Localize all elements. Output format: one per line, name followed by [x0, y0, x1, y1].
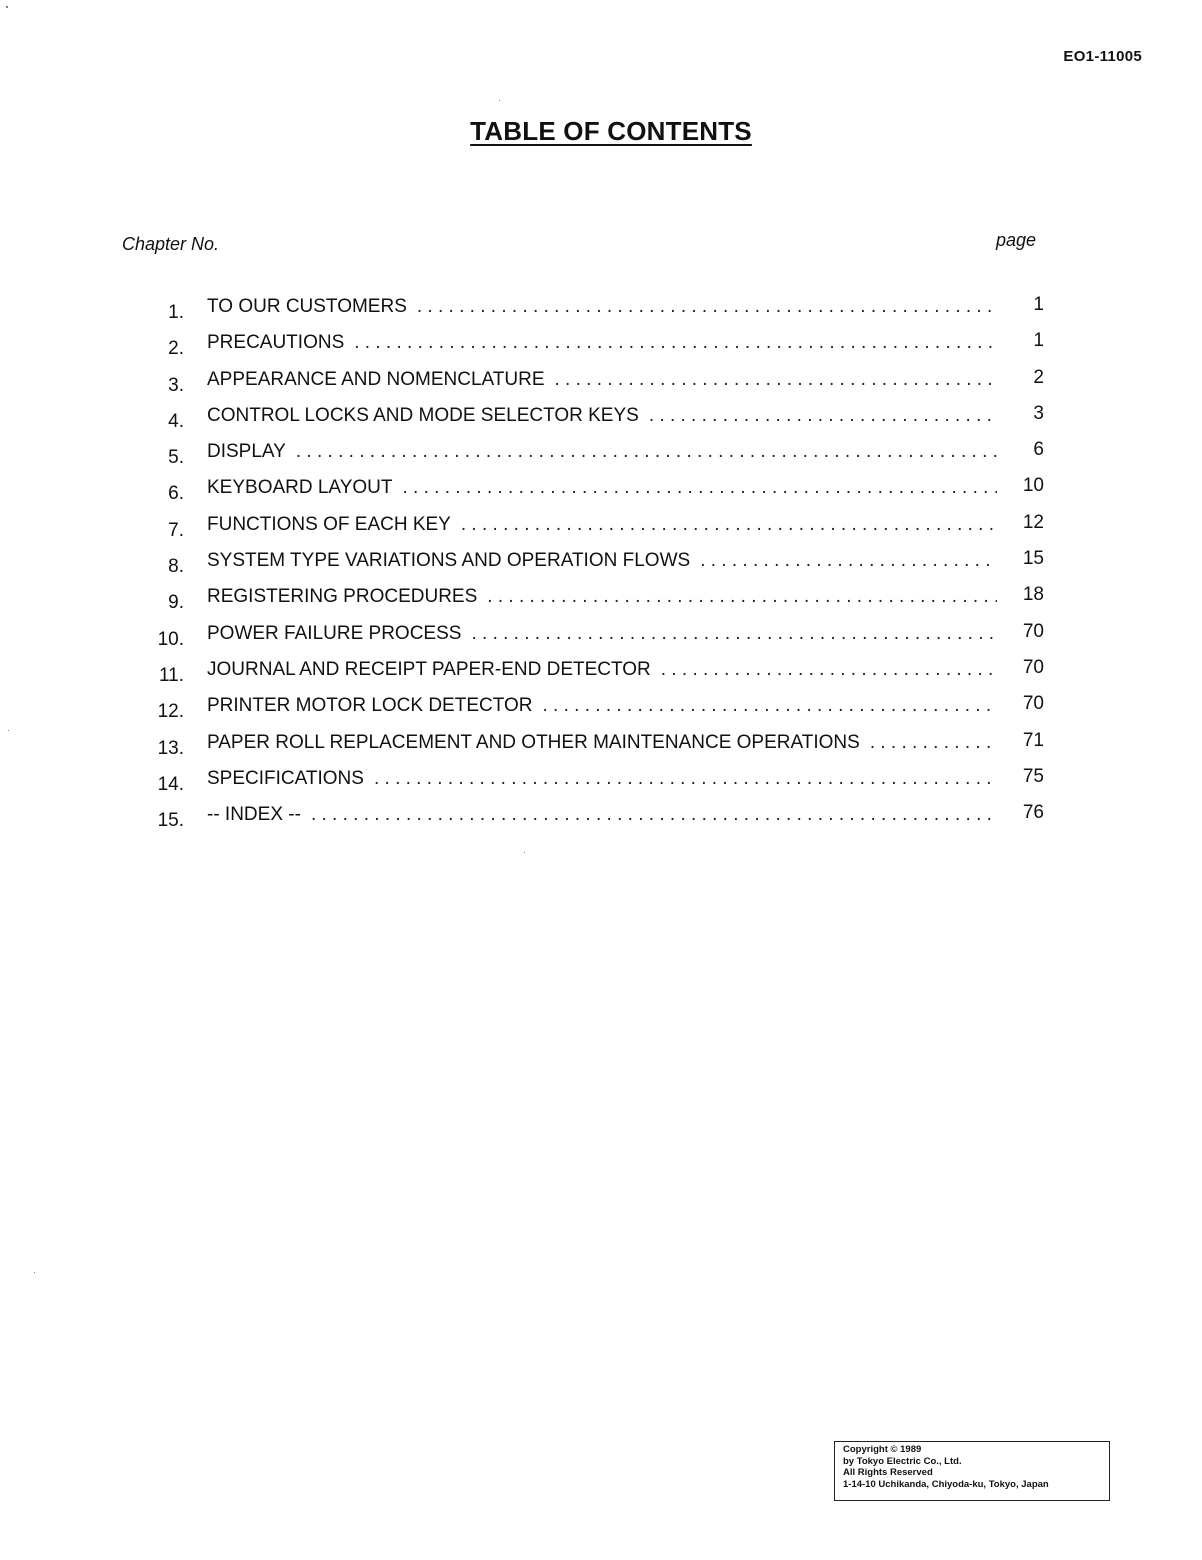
- toc-page-number: 71: [1022, 729, 1044, 751]
- toc-chapter-number: 3.: [168, 374, 184, 396]
- toc-entry: [140, 728, 1060, 764]
- toc-page-number: 2: [1033, 366, 1044, 388]
- dot-leader: [402, 477, 997, 499]
- toc-chapter-number: 14.: [157, 773, 184, 795]
- dot-leader: [417, 296, 997, 318]
- toc-list: [140, 292, 1060, 836]
- toc-entry: [140, 546, 1060, 582]
- toc-chapter-number: 6.: [168, 483, 184, 505]
- scan-speck: [6, 6, 8, 8]
- toc-entry: [140, 582, 1060, 618]
- toc-entry: [140, 365, 1060, 401]
- scan-speck: [34, 1272, 35, 1273]
- toc-page-number: 70: [1022, 656, 1044, 678]
- toc-entry: [140, 691, 1060, 727]
- copyright-box: [834, 1441, 1110, 1501]
- toc-entry: [140, 764, 1060, 800]
- toc-entry: [140, 473, 1060, 509]
- toc-entry-body: [207, 623, 997, 645]
- toc-chapter-title: FUNCTIONS OF EACH KEY: [207, 513, 451, 535]
- dot-leader: [870, 732, 997, 754]
- toc-page-number: 1: [1033, 330, 1044, 352]
- dot-leader: [354, 332, 997, 354]
- chapter-column-heading: Chapter No.: [122, 234, 220, 254]
- page-title: TABLE OF CONTENTS: [470, 116, 752, 146]
- toc-chapter-title: PAPER ROLL REPLACEMENT AND OTHER MAINTENANCE OPERATIONS: [207, 731, 860, 753]
- dot-leader: [461, 514, 997, 536]
- toc-entry-body: [207, 732, 997, 754]
- toc-page-number: 76: [1022, 802, 1044, 824]
- toc-chapter-number: 15.: [157, 810, 184, 832]
- scan-speck: [524, 852, 525, 853]
- dot-leader: [700, 550, 997, 572]
- toc-page-number: 1: [1033, 294, 1044, 315]
- toc-chapter-title: KEYBOARD LAYOUT: [207, 477, 393, 499]
- toc-entry: [140, 655, 1060, 691]
- toc-chapter-number: 1.: [168, 302, 184, 323]
- toc-chapter-number: 4.: [168, 410, 184, 432]
- toc-chapter-title: -- INDEX --: [207, 804, 301, 826]
- dot-leader: [555, 369, 998, 391]
- dot-leader: [661, 659, 997, 681]
- toc-entry-body: [207, 332, 997, 354]
- toc-chapter-number: 12.: [157, 701, 184, 723]
- toc-entry-body: [207, 804, 997, 826]
- toc-entry-body: [207, 369, 997, 391]
- copyright-line: 1-14-10 Uchikanda, Chiyoda-ku, Tokyo, Japan: [843, 1478, 1049, 1490]
- toc-entry: [140, 619, 1060, 655]
- toc-chapter-number: 7.: [168, 519, 184, 541]
- toc-entry-body: [207, 296, 997, 318]
- toc-chapter-title: SYSTEM TYPE VARIATIONS AND OPERATION FLOWS: [207, 550, 691, 572]
- toc-chapter-title: SPECIFICATIONS: [207, 767, 364, 789]
- toc-chapter-number: 5.: [168, 447, 184, 469]
- toc-entry-body: [207, 441, 997, 463]
- toc-entry: [140, 401, 1060, 437]
- scan-speck: [8, 730, 9, 731]
- document-id: EO1-11005: [1063, 48, 1142, 65]
- toc-chapter-number: 13.: [157, 737, 184, 759]
- dot-leader: [374, 768, 997, 790]
- copyright-line: by Tokyo Electric Co., Ltd.: [843, 1455, 962, 1467]
- toc-chapter-number: 2.: [168, 338, 184, 360]
- toc-chapter-title: CONTROL LOCKS AND MODE SELECTOR KEYS: [207, 404, 639, 426]
- toc-entry: [140, 437, 1060, 473]
- toc-entry-body: [207, 768, 997, 790]
- page-column-heading: page: [996, 230, 1037, 250]
- toc-page-number: 10: [1022, 475, 1044, 497]
- toc-page-number: 70: [1022, 693, 1044, 715]
- toc-entry-body: [207, 659, 997, 681]
- toc-page-number: 18: [1022, 584, 1044, 606]
- toc-chapter-number: 10.: [157, 628, 184, 650]
- dot-leader: [543, 695, 998, 717]
- toc-chapter-number: 9.: [168, 592, 184, 614]
- toc-chapter-title: REGISTERING PROCEDURES: [207, 586, 478, 608]
- toc-entry: [140, 328, 1060, 364]
- toc-chapter-number: 11.: [158, 664, 184, 686]
- toc-entry: [140, 292, 1060, 328]
- toc-entry: [140, 510, 1060, 546]
- toc-chapter-title: APPEARANCE AND NOMENCLATURE: [207, 368, 545, 390]
- toc-page-number: 75: [1022, 765, 1044, 787]
- dot-leader: [311, 804, 997, 826]
- toc-entry-body: [207, 586, 997, 608]
- toc-chapter-title: TO OUR CUSTOMERS: [207, 296, 407, 317]
- toc-chapter-title: DISPLAY: [207, 441, 286, 463]
- copyright-line: All Rights Reserved: [843, 1467, 933, 1478]
- toc-entry-body: [207, 405, 997, 427]
- toc-chapter-title: PRECAUTIONS: [207, 332, 345, 354]
- toc-chapter-title: PRINTER MOTOR LOCK DETECTOR: [207, 695, 533, 717]
- dot-leader: [649, 405, 997, 427]
- dot-leader: [296, 441, 997, 463]
- toc-chapter-number: 8.: [168, 556, 184, 578]
- scan-speck: [499, 100, 500, 101]
- toc-entry-body: [207, 514, 997, 536]
- toc-page-number: 12: [1022, 511, 1044, 533]
- toc-chapter-title: POWER FAILURE PROCESS: [207, 622, 462, 644]
- toc-page-number: 3: [1033, 402, 1044, 424]
- toc-entry: [140, 800, 1060, 836]
- toc-entry-body: [207, 477, 997, 499]
- toc-page-number: 6: [1033, 439, 1044, 461]
- toc-page-number: 70: [1022, 620, 1044, 642]
- toc-entry-body: [207, 550, 997, 572]
- toc-page-number: 15: [1022, 548, 1044, 570]
- dot-leader: [487, 586, 997, 608]
- copyright-line: Copyright © 1989: [843, 1444, 922, 1455]
- toc-entry-body: [207, 695, 997, 717]
- dot-leader: [471, 623, 997, 645]
- toc-chapter-title: JOURNAL AND RECEIPT PAPER-END DETECTOR: [207, 658, 651, 680]
